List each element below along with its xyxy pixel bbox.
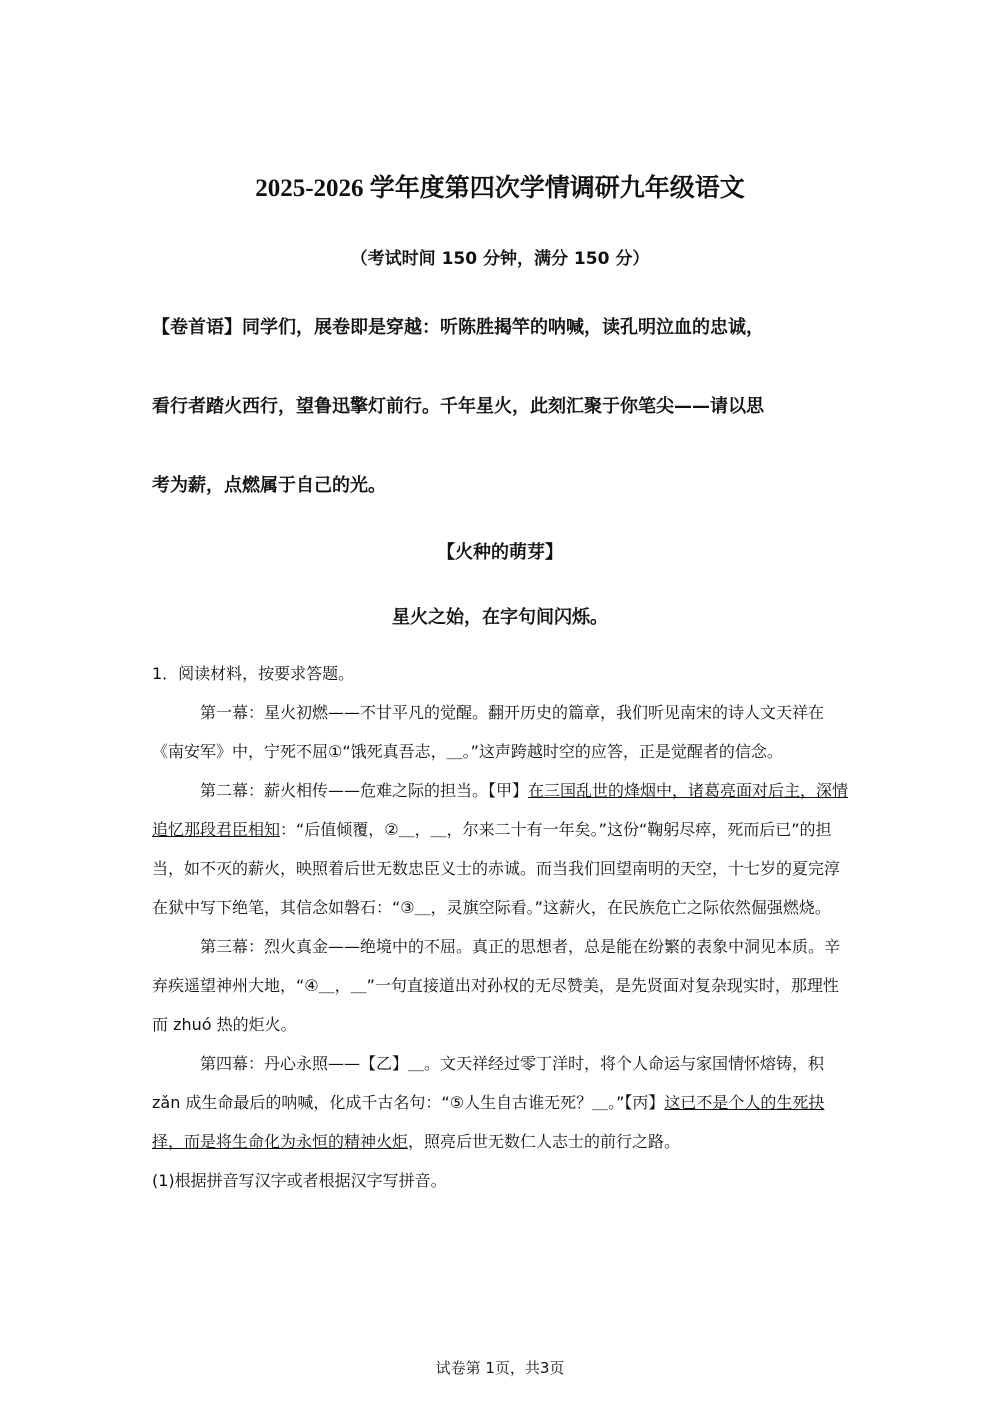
act-4-underlined-sentence: 这已不是个人的生死抉择，而是将生命化为永恒的精神火炬: [152, 1093, 825, 1151]
act-4-text-b: ，照亮后世无数仁人志士的前行之路。: [408, 1132, 681, 1151]
act-4-text-a: 第四幕：丹心永照——【乙】＿。文天祥经过零丁洋时，将个人命运与家国情怀熔铸，积 zǎn 成生命最后的呐喊，化成千古名句：“⑤人生自古谁无死？＿。”【丙】: [152, 1054, 825, 1112]
exam-subtitle: （考试时间 150 分钟，满分 150 分）: [350, 249, 650, 269]
preface-line-1: 【卷首语】同学们，展卷即是穿越：听陈胜揭竿的呐喊，读孔明泣血的忠诚，: [152, 317, 764, 338]
act-2-text-a: 第二幕：薪火相传——危难之际的担当。【甲】: [200, 781, 529, 800]
question-1-stem: 1．阅读材料，按要求答题。: [152, 664, 355, 683]
sub-question-1: (1)根据拼音写汉字或者根据汉字写拼音。: [152, 1171, 447, 1190]
preface-line-2: 看行者踏火西行，望鲁迅擎灯前行。千年星火，此刻汇聚于你笔尖——请以思: [152, 396, 764, 417]
act-2-paragraph: [152, 771, 852, 927]
preface-line-3: 考为薪，点燃属于自己的光。: [152, 475, 386, 496]
page-footer: 试卷第 1页，共3页: [435, 1359, 565, 1377]
act-3-paragraph: 第三幕：烈火真金——绝境中的不屈。真正的思想者，总是能在纷繁的表象中洞见本质。辛弃疾遥望神州大地，“④＿，＿”一句直接道出对孙权的无尽赞美，是先贤面对复杂现实时，那理性而 zhuó 热的炬火。: [152, 937, 841, 1034]
act-2-underlined-sentence: 在三国乱世的烽烟中，诸葛亮面对后主，深情追忆那段君臣相知: [152, 781, 849, 839]
act-2-text-b: ：“后值倾覆，②＿，＿，尔来二十有一年矣。”这份“鞠躬尽瘁，死而后已”的担当，如不灭的薪火，映照着后世无数忠臣义士的赤诚。而当我们回望南明的天空，十七岁的夏完淳在狱中写下绝笔，其信念如磐石：“③＿，灵旗空际看。”这薪火，在民族危亡之际依然倔强燃烧。: [152, 820, 841, 917]
exam-title: 2025-2026 学年度第四次学情调研九年级语文: [255, 175, 745, 202]
act-4-paragraph: [152, 1044, 852, 1161]
question-1: [152, 654, 852, 1200]
section-heading: 【火种的萌芽】: [437, 542, 563, 563]
act-1-paragraph: 第一幕：星火初燃——不甘平凡的觉醒。翻开历史的篇章，我们听见南宋的诗人文天祥在《南安军》中，宁死不屈①“饿死真吾志，＿。”这声跨越时空的应答，正是觉醒者的信念。: [152, 703, 825, 761]
section-tagline: 星火之始，在字句间闪烁。: [392, 607, 608, 628]
